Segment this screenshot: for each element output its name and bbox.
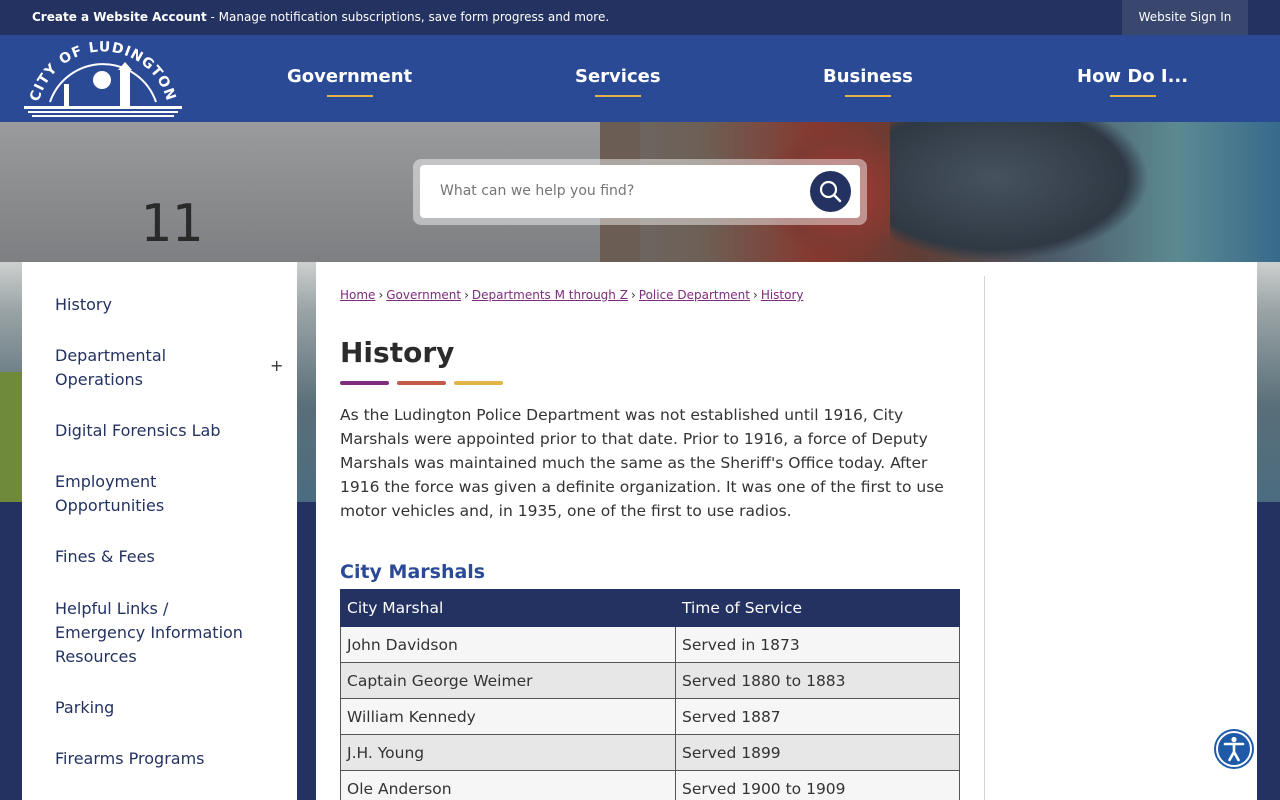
- nav-government-label: Government: [287, 66, 413, 87]
- section-title: City Marshals: [340, 561, 486, 583]
- utility-bar: [0, 0, 1280, 35]
- sidebar-navigation: [22, 262, 297, 800]
- title-accent-gold: [454, 381, 503, 385]
- nav-business-label: Business: [823, 66, 913, 87]
- search-input[interactable]: [440, 179, 800, 203]
- table-cell: Served 1900 to 1909: [676, 771, 960, 800]
- sidebar-item-history[interactable]: History: [55, 295, 112, 314]
- table-row: [341, 663, 960, 699]
- search-icon: [810, 171, 851, 212]
- table-row: [341, 771, 960, 800]
- table-cell: Served in 1873: [676, 627, 960, 663]
- accessibility-button[interactable]: [1213, 728, 1255, 770]
- table-row: [341, 627, 960, 663]
- create-account-description: - Manage notification subscriptions, save form progress and more.: [206, 10, 610, 24]
- title-accent-purple: [340, 381, 389, 385]
- nav-services[interactable]: [575, 66, 661, 97]
- breadcrumb-home[interactable]: Home: [340, 288, 376, 302]
- nav-government[interactable]: [287, 66, 412, 97]
- table-cell: Captain George Weimer: [341, 663, 676, 699]
- sidebar-item-firearms-programs[interactable]: Firearms Programs: [55, 749, 205, 768]
- table-row: [341, 699, 960, 735]
- sidebar-item-departmental-operations[interactable]: Departmental Operations: [55, 346, 167, 389]
- main-navigation: [0, 35, 1280, 122]
- website-sign-in-button[interactable]: Website Sign In: [1122, 0, 1248, 35]
- table-header: Time of Service: [676, 590, 960, 627]
- city-marshals-table: [340, 589, 960, 800]
- content-divider: [984, 276, 985, 800]
- table-cell: Served 1880 to 1883: [676, 663, 960, 699]
- table-cell: Served 1899: [676, 735, 960, 771]
- sidebar-item-employment-opportunities[interactable]: Employment Opportunities: [55, 472, 165, 515]
- hero-ship: 11: [0, 122, 600, 262]
- accessibility-icon: [1213, 728, 1255, 770]
- sidebar-item-parking[interactable]: Parking: [55, 698, 115, 717]
- nav-underline: [595, 95, 641, 97]
- sidebar-item-fines-fees[interactable]: Fines & Fees: [55, 547, 155, 566]
- table-cell: John Davidson: [341, 627, 676, 663]
- nav-underline: [327, 95, 373, 97]
- table-row: [341, 735, 960, 771]
- create-account-label: Create a Website Account: [32, 10, 207, 24]
- nav-how-do-i-label: How Do I...: [1077, 66, 1189, 87]
- create-account-link[interactable]: [32, 10, 609, 24]
- search-button[interactable]: [810, 171, 851, 212]
- nav-services-label: Services: [575, 66, 661, 87]
- table-cell: William Kennedy: [341, 699, 676, 735]
- expand-departmental-operations-button[interactable]: +: [270, 356, 284, 375]
- title-accent-red: [397, 381, 446, 385]
- nav-how-do-i[interactable]: [1077, 66, 1188, 97]
- table-cell: Served 1887: [676, 699, 960, 735]
- nav-business[interactable]: [823, 66, 913, 97]
- hero-statue: [890, 122, 1150, 262]
- breadcrumb-police-department[interactable]: Police Department: [638, 288, 750, 302]
- nav-underline: [845, 95, 891, 97]
- table-header-row: [341, 590, 960, 627]
- breadcrumb-departments-m-z[interactable]: Departments M through Z: [471, 288, 628, 302]
- sidebar-item-digital-forensics-lab[interactable]: Digital Forensics Lab: [55, 421, 221, 440]
- table-cell: J.H. Young: [341, 735, 676, 771]
- table-header: City Marshal: [341, 590, 676, 627]
- page-title: History: [340, 336, 455, 369]
- search-box: [420, 165, 860, 218]
- breadcrumb-government[interactable]: Government: [386, 288, 462, 302]
- table-cell: Ole Anderson: [341, 771, 676, 800]
- intro-paragraph: As the Ludington Police Department was not established until 1916, City Marshals were appointed prior to that date. Prior to 1916, a force of Deputy Marshals was maintained much the same as the Sheriff's Office today. After 1916 the force was given a definite organization. It was one of the first to use motor vehicles and, in 1935, one of the first to use radios.: [340, 406, 944, 520]
- main-content: [316, 262, 1257, 800]
- city-logo[interactable]: [20, 40, 186, 118]
- nav-underline: [1110, 95, 1156, 97]
- breadcrumb: Home › Government › Departments M through Z › Police Department › History: [340, 288, 804, 302]
- svg-text:CITY OF LUDINGTON: CITY OF LUDINGTON: [27, 40, 179, 104]
- breadcrumb-history[interactable]: History: [760, 288, 804, 302]
- sidebar-item-helpful-links[interactable]: Helpful Links / Emergency Information Resources: [55, 599, 243, 666]
